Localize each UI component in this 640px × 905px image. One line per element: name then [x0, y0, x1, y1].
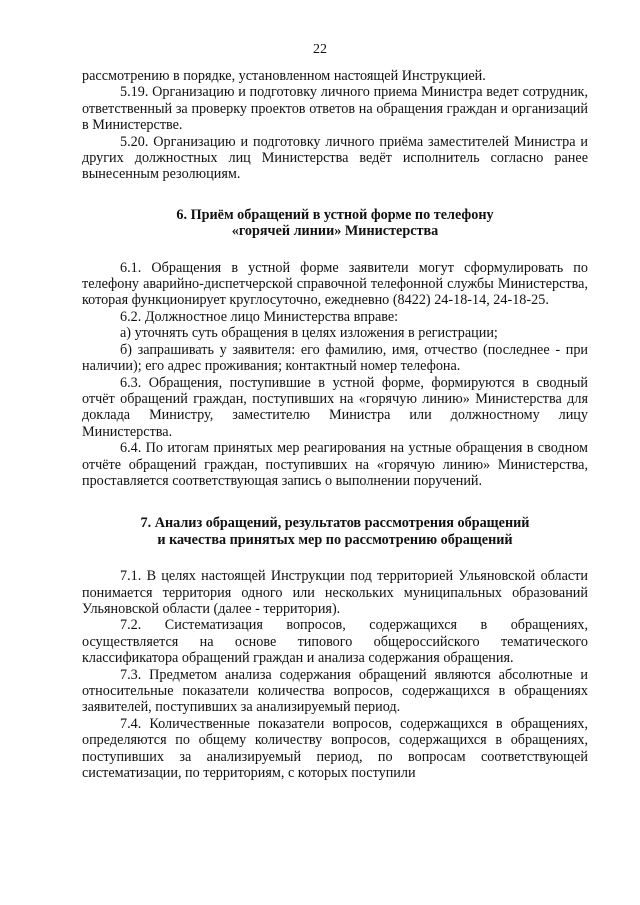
section-6-title-line1: 6. Приём обращений в устной форме по телефону [176, 206, 494, 223]
paragraph-6-4: 6.4. По итогам принятых мер реагирования на устные обращения в сводном отчёте обращений граждан, поступивших на «горячую линию» Министерства, проставляется соответствующая запись о выполнении поручений. [82, 440, 588, 489]
paragraph-6-2-b: б) запрашивать у заявителя: его фамилию, имя, отчество (последнее - при наличии); его адрес проживания; контактный номер телефона. [82, 341, 588, 375]
section-7-title-line1: 7. Анализ обращений, результатов рассмотрения обращений [140, 515, 530, 532]
section-7-title-line2: и качества принятых мер по рассмотрению обращений [157, 531, 513, 548]
paragraph-6-2: 6.2. Должностное лицо Министерства вправе: [120, 308, 399, 325]
paragraph-5-20: 5.20. Организацию и подготовку личного приёма заместителей Министра и других должностных лиц Министерства ведёт исполнитель согласно ранее вынесенным резолюциям. [82, 133, 588, 183]
section-6-title-line2: «горячей линии» Министерства [231, 223, 439, 240]
page-number: 22 [313, 42, 327, 57]
paragraph-5-19: 5.19. Организацию и подготовку личного приема Министра ведет сотрудник, ответственный за проверку проектов ответов на обращения граждан и организаций в Министерстве. [82, 84, 588, 134]
paragraph-6-3: 6.3. Обращения, поступившие в устной форме, формируются в сводный отчёт обращений граждан, поступивших на «горячую линию» Министерства для доклада Министру, заместителю Министра или должностному лицу Министерства. [82, 374, 588, 440]
paragraph-6-2-a: а) уточнять суть обращения в целях изложения в регистрации; [120, 325, 498, 342]
paragraph-7-1: 7.1. В целях настоящей Инструкции под территорией Ульяновской области понимается территория одного или нескольких муниципальных образований Ульяновской области (далее - территория). [82, 568, 588, 617]
section-6-heading [82, 207, 588, 240]
paragraph-6-1: 6.1. Обращения в устной форме заявители могут сформулировать по телефону аварийно-диспетчерской справочной телефонной службы Министерства, которая функционирует круглосуточно, ежедневно (8422) 24-18-14, 24-18-25. [82, 259, 588, 309]
paragraph-7-3: 7.3. Предметом анализа содержания обращений являются абсолютные и относительные показатели количества вопросов, содержащихся в обращениях заявителей, поступивших за анализируемый период. [82, 666, 588, 716]
paragraph-5-18-end: рассмотрению в порядке, установленном настоящей Инструкцией. [82, 68, 486, 84]
section-7-heading [82, 515, 588, 548]
document-body [82, 68, 588, 781]
paragraph-7-4: 7.4. Количественные показатели вопросов, содержащихся в обращениях, определяются по общему количеству вопросов, содержащихся в обращениях, поступивших за анализируемый период, по вопросам соответствующей систематизации, по территориям, с которых поступили [82, 715, 588, 782]
paragraph-7-2: 7.2. Систематизация вопросов, содержащихся в обращениях, осуществляется на основе типового общероссийского тематического классификатора обращений граждан и анализа содержания обращения. [82, 617, 588, 667]
